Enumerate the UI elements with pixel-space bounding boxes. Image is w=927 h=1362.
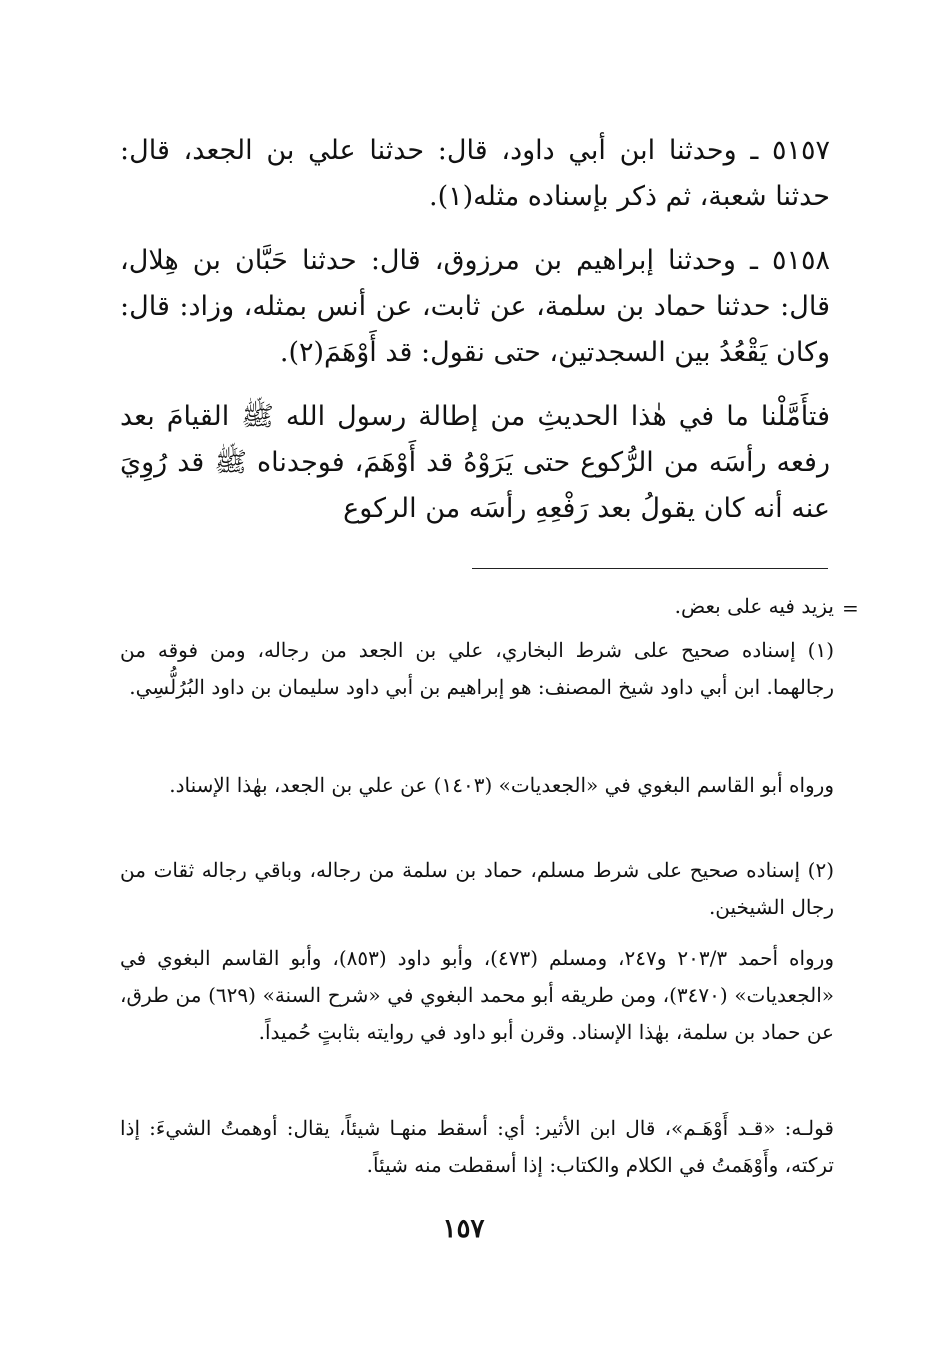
commentary-paragraph <box>120 394 830 532</box>
footnote-2 <box>120 852 834 926</box>
page-number: ١٥٧ <box>442 1214 485 1244</box>
footnote-1-source-text: ورواه أبو القاسم البغوي في «الجعديات» (١٤٠٣) عن علي بن الجعد، بهٰذا الإسناد. <box>169 773 834 797</box>
hadith-5157-text: ٥١٥٧ ـ وحدثنا ابن أبي داود، قال: حدثنا علي بن الجعد، قال: حدثنا شعبة، ثم ذكر بإسناده مثله(١). <box>120 135 830 212</box>
footnote-2-gloss <box>120 1110 834 1184</box>
footnote-1-text: (١) إسناده صحيح على شرط البخاري، علي بن الجعد من رجاله، ومن فوقه من رجالهما. ابن أبي داود شيخ المصنف: هو إبراهيم بن أبي داود سليمان بن داود البُرُلُّسِي. <box>120 638 834 699</box>
footnote-continuation-mark: = <box>842 596 859 620</box>
hadith-5158-text: ٥١٥٨ ـ وحدثنا إبراهيم بن مرزوق، قال: حدثنا حَبَّان بن هِلال، قال: حدثنا حماد بن سلمة، عن ثابت، عن أنس بمثله، وزاد: قال: وكان يَقْعُدُ بين السجدتين، حتى نقول: قد أَوْهَمَ(٢). <box>120 245 830 368</box>
hadith-5157 <box>120 128 830 220</box>
commentary-text: فتأَمَّلْنا ما في هٰذا الحديثِ من إطالة رسول الله ﷺ القيامَ بعد رفعه رأسَه من الرُّكوع حتى يَرَوْهُ قد أَوْهَمَ، فوجدناه ﷺ قد رُوِيَ عنه أنه كان يقولُ بعد رَفْعِهِ رأسَه من الركوع <box>120 401 830 524</box>
footnote-continuation-text: يزيد فيه على بعض. <box>674 594 834 618</box>
footnote-1 <box>120 632 834 706</box>
footnote-2-gloss-text: قولـه: «قـد أَوْهَـم»، قال ابن الأثير: أي: أسقط منهـا شيئاً، يقال: أوهمتُ الشيءَ: إذا تركته، وأَوْهَمتُ في الكلام والكتاب: إذا أسقطت منه شيئاً. <box>120 1116 834 1177</box>
footnote-separator <box>472 568 828 569</box>
footnote-2-sources <box>120 940 834 1051</box>
footnote-2-text: (٢) إسناده صحيح على شرط مسلم، حماد بن سلمة من رجاله، وباقي رجاله ثقات من رجال الشيخين. <box>120 858 834 919</box>
footnote-1-source <box>120 767 834 804</box>
footnote-2-sources-text: ورواه أحمد ٢٠٣/٣ و٢٤٧، ومسلم (٤٧٣)، وأبو داود (٨٥٣)، وأبو القاسم البغوي في «الجعديات» (٣٤٧٠)، ومن طريقه أبو محمد البغوي في «شرح السنة» (٦٢٩) من طرق، عن حماد بن سلمة، بهٰذا الإسناد. وقرن أبو داود في روايته بثابتٍ حُميداً. <box>120 946 834 1044</box>
hadith-5158 <box>120 238 830 376</box>
footnote-continuation <box>120 588 834 625</box>
